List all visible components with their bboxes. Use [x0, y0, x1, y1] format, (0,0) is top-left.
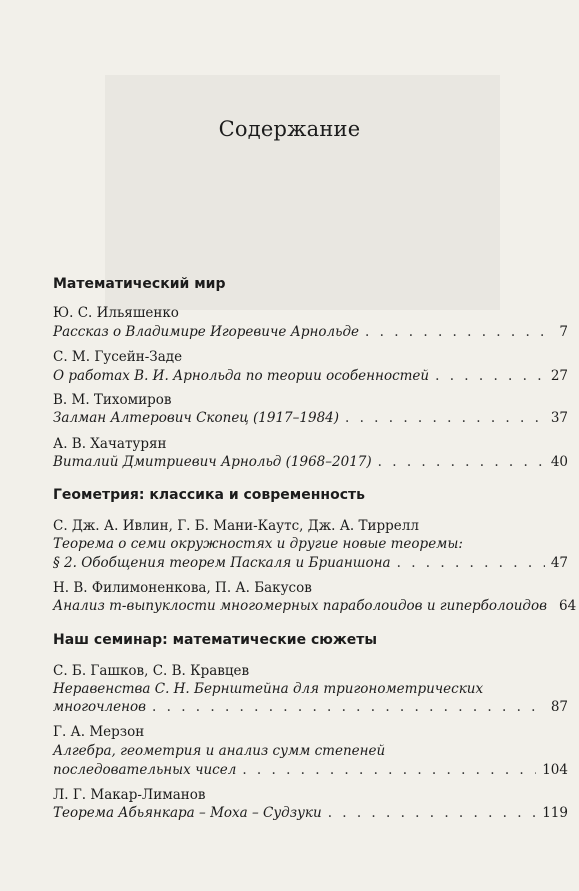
- leader-dots: [328, 805, 537, 821]
- entry-title-line: Неравенства С. Н. Бернштейна для тригонометрических: [53, 681, 484, 697]
- entry-author: Ю. С. Ильяшенко: [53, 305, 179, 321]
- toc-entry[interactable]: [53, 598, 577, 614]
- leader-dots: [365, 324, 553, 340]
- entry-author: С. Б. Гашков, С. В. Кравцев: [53, 663, 250, 679]
- entry-page: 87: [550, 699, 568, 715]
- entry-page: 7: [559, 324, 568, 340]
- background-shadow: [105, 75, 500, 310]
- toc-entry[interactable]: [53, 699, 568, 715]
- page-title: Содержание: [218, 117, 361, 141]
- entry-author: Г. А. Мерзон: [53, 724, 145, 740]
- entry-page: 64: [558, 598, 577, 614]
- entry-page: 37: [550, 410, 568, 426]
- entry-title: О работах В. И. Арнольда по теории особенностей: [53, 368, 430, 384]
- entry-page: 27: [550, 368, 568, 384]
- entry-title: Теорема Абьянкара – Моха – Судзуки: [53, 805, 322, 821]
- leader-dots: [242, 762, 536, 778]
- toc-entry[interactable]: [53, 368, 568, 384]
- entry-author: А. В. Хачатурян: [53, 436, 167, 452]
- entry-author: В. М. Тихомиров: [53, 392, 172, 408]
- entry-page: 47: [550, 555, 568, 571]
- leader-dots: [397, 555, 545, 571]
- leader-dots: [378, 454, 545, 470]
- entry-title: Анализ m-выпуклости многомерных параболоидов и гиперболоидов: [53, 598, 547, 614]
- entry-author: Н. В. Филимоненкова, П. А. Бакусов: [53, 580, 312, 596]
- leader-dots: [345, 410, 545, 426]
- entry-title: Рассказ о Владимире Игоревиче Арнольде: [53, 324, 360, 340]
- toc-entry[interactable]: [53, 762, 568, 778]
- toc-entry[interactable]: [53, 805, 568, 821]
- entry-author: С. М. Гусейн-Заде: [53, 349, 183, 365]
- toc-entry[interactable]: [53, 555, 568, 571]
- leader-dots: [152, 699, 545, 715]
- section-heading: Геометрия: классика и современность: [53, 487, 365, 503]
- toc-entry[interactable]: [53, 324, 568, 340]
- section-heading: Наш семинар: математические сюжеты: [53, 632, 378, 648]
- entry-title: § 2. Обобщения теорем Паскаля и Брианшона: [53, 555, 391, 571]
- leader-dots: [435, 368, 545, 384]
- entry-title: Залман Алтерович Скопец (1917–1984): [53, 410, 340, 426]
- toc-entry[interactable]: [53, 454, 568, 470]
- entry-title: многочленов: [53, 699, 147, 715]
- entry-page: 104: [542, 762, 568, 778]
- entry-page: 40: [550, 454, 568, 470]
- entry-title: Виталий Дмитриевич Арнольд (1968–2017): [53, 454, 372, 470]
- entry-title-line: Теорема о семи окружностях и другие новые теоремы:: [53, 536, 463, 552]
- entry-title: последовательных чисел: [53, 762, 237, 778]
- entry-page: 119: [542, 805, 568, 821]
- entry-author: Л. Г. Макар-Лиманов: [53, 787, 206, 803]
- section-heading: Математический мир: [53, 276, 226, 292]
- entry-title-line: Алгебра, геометрия и анализ сумм степеней: [53, 743, 386, 759]
- toc-entry[interactable]: [53, 410, 568, 426]
- entry-author: С. Дж. А. Ивлин, Г. Б. Мани-Каутс, Дж. А. Тиррелл: [53, 518, 419, 534]
